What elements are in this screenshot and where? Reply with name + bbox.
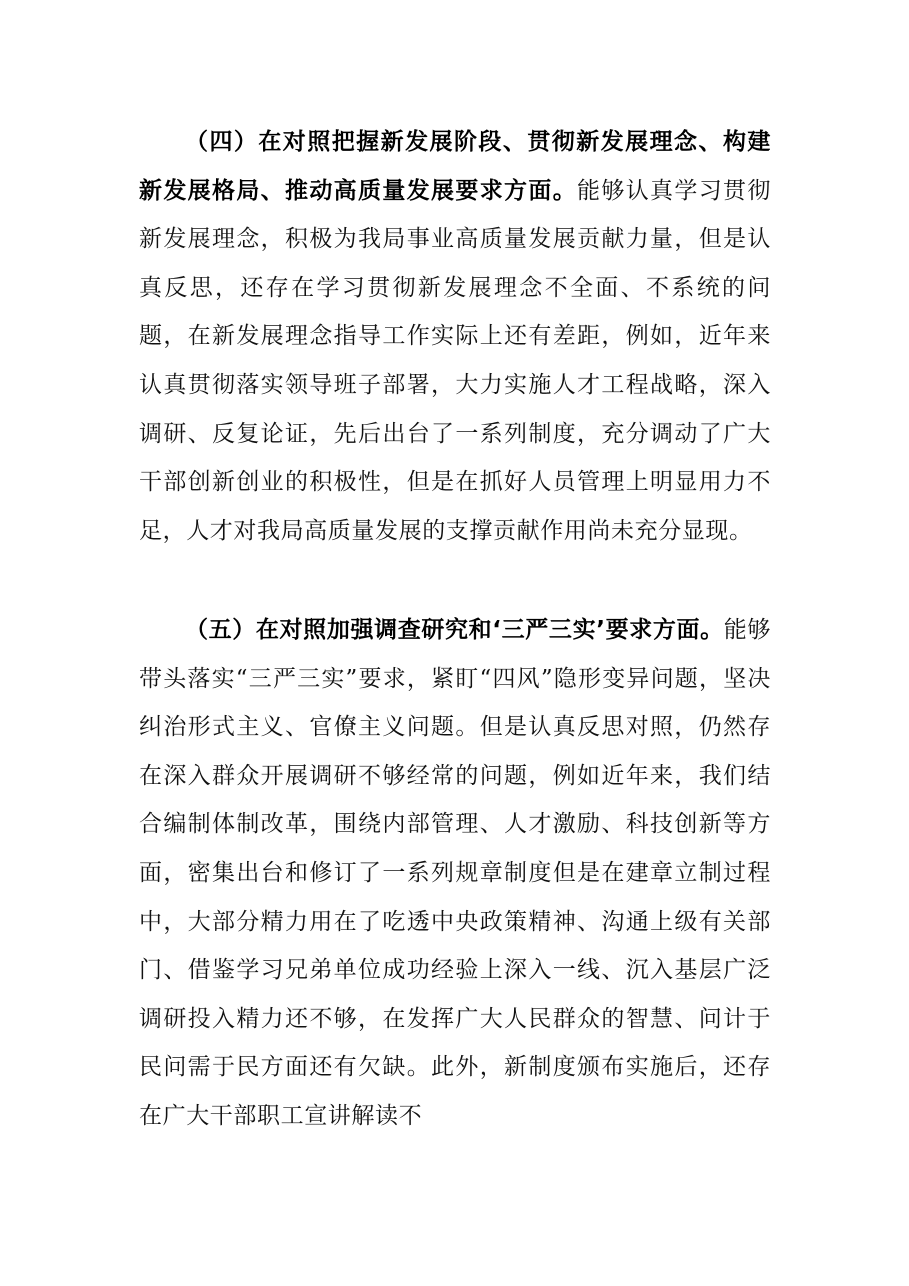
paragraph-section-4 xyxy=(139,118,771,555)
section-5-heading: （五）在对照加强调查研究和‘三严三实’要求方面。 xyxy=(185,617,724,643)
section-4-heading: （四）在对照把握新发展阶段、贯彻新发展理念、构建新发展格局、推动高质量发展要求方面。 xyxy=(139,129,771,204)
section-4-body: 能够认真学习贯彻新发展理念，积极为我局事业高质量发展贡献力量，但是认真反思，还存在学习贯彻新发展理念不全面、不系统的问题，在新发展理念指导工作实际上还有差距，例如，近年来认真贯彻落实领导班子部署，大力实施人才工程战略，深入调研、反复论证，先后出台了一系列制度，充分调动了广大干部创新创业的积极性，但是在抓好人员管理上明显用力不足，人才对我局高质量发展的支撑贡献作用尚未充分显现。 xyxy=(139,177,771,544)
section-5-body: 能够带头落实“三严三实”要求，紧盯“四风”隐形变异问题，坚决纠治形式主义、官僚主义问题。但是认真反思对照，仍然存在深入群众开展调研不够经常的问题，例如近年来，我们结合编制体制改革，围绕内部管理、人才激励、科技创新等方面，密集出台和修订了一系列规章制度但是在建章立制过程中，大部分精力用在了吃透中央政策精神、沟通上级有关部门、借鉴学习兄弟单位成功经验上深入一线、沉入基层广泛调研投入精力还不够，在发挥广大人民群众的智慧、问计于民问需于民方面还有欠缺。此外，新制度颁布实施后，还存在广大干部职工宣讲解读不 xyxy=(139,617,772,1129)
paragraph-section-5 xyxy=(139,606,771,1141)
